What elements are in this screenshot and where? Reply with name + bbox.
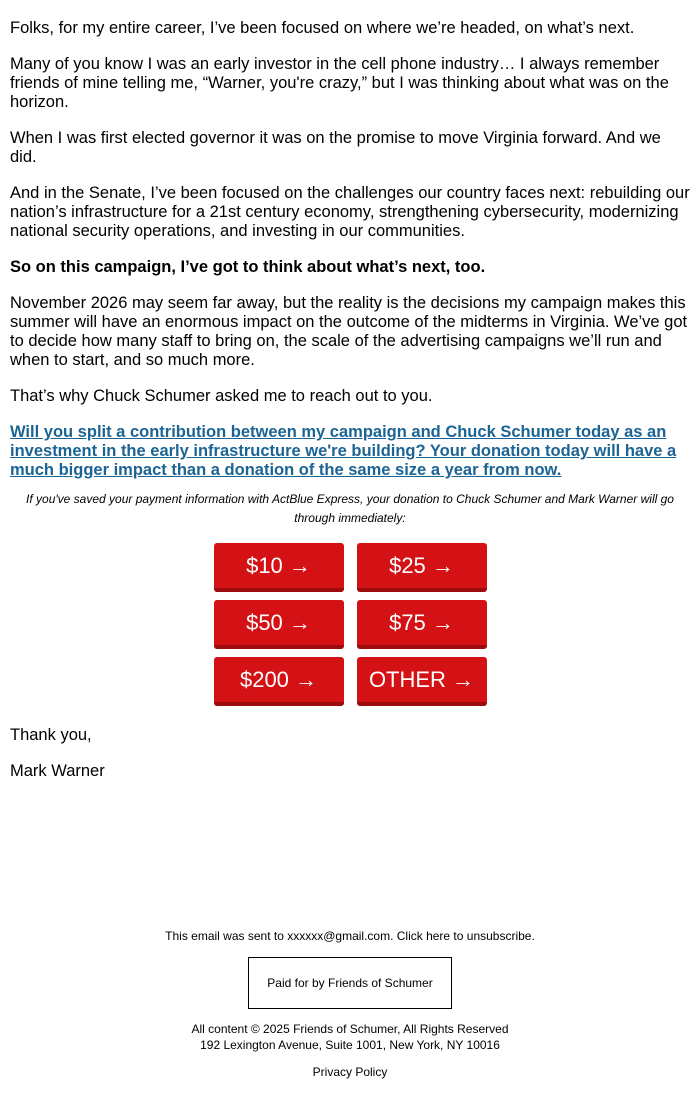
actblue-express-note: If you've saved your payment information with ActBlue Express, your donation to Chuck Schumer and Mark Warner will go through immediately: xyxy=(26,492,674,525)
paragraph-schumer-ask: That’s why Chuck Schumer asked me to reach out to you. xyxy=(10,387,433,405)
donate-75-button[interactable]: $75 → xyxy=(357,600,487,649)
signature-name: Mark Warner xyxy=(10,762,105,780)
paid-for-text: Paid for by Friends of Schumer xyxy=(267,976,433,990)
donate-other-button[interactable]: OTHER → xyxy=(357,657,487,706)
donation-cta-link[interactable]: Will you split a contribution between my campaign and Chuck Schumer today as an investment in the early infrastructure we're building? Your donation today will have a much bigger impact than a donation of the same size a year from now. xyxy=(10,423,677,479)
paragraph-campaign-bold: So on this campaign, I’ve got to think about what’s next, too. xyxy=(10,258,486,276)
paid-for-box xyxy=(248,957,452,1009)
paragraph-senate: And in the Senate, I’ve been focused on the challenges our country faces next: rebuilding our nation’s infrastructure for a 21st century economy, strengthening cybersecurity, modernizing national security operations, and investing in our communities. xyxy=(10,184,690,240)
donate-10-button[interactable]: $10 → xyxy=(214,543,344,592)
closing-text: Thank you, xyxy=(10,726,92,744)
donate-50-button[interactable]: $50 → xyxy=(214,600,344,649)
donate-25-button[interactable]: $25 → xyxy=(357,543,487,592)
copyright-block xyxy=(0,1021,700,1053)
donation-button-grid xyxy=(10,543,690,706)
privacy-policy-block xyxy=(0,1065,700,1079)
address-text: 192 Lexington Avenue, Suite 1001, New York, NY 10016 xyxy=(200,1038,500,1052)
privacy-policy-link[interactable]: Privacy Policy xyxy=(312,1065,388,1079)
unsubscribe-text[interactable] xyxy=(0,929,700,943)
copyright-text: All content © 2025 Friends of Schumer, All Rights Reserved xyxy=(191,1022,509,1036)
paragraph-intro: Folks, for my entire career, I’ve been focused on where we’re headed, on what’s next. xyxy=(10,19,635,37)
paragraph-governor: When I was first elected governor it was on the promise to move Virginia forward. And we did. xyxy=(10,129,661,166)
donate-200-button[interactable]: $200 → xyxy=(214,657,344,706)
unsubscribe-link[interactable]: This email was sent to xxxxxx@gmail.com. Click here to unsubscribe. xyxy=(165,929,535,943)
paragraph-november-2026: November 2026 may seem far away, but the reality is the decisions my campaign makes this summer will have an enormous impact on the outcome of the midterms in Virginia. We’ve got to decide how many staff to bring on, the scale of the advertising campaigns we’ll run and when to start, and so much more. xyxy=(10,294,688,369)
paragraph-cell-phone: Many of you know I was an early investor in the cell phone industry… I always remember friends of mine telling me, “Warner, you're crazy,” but I was thinking about what was on the horizon. xyxy=(10,55,669,111)
